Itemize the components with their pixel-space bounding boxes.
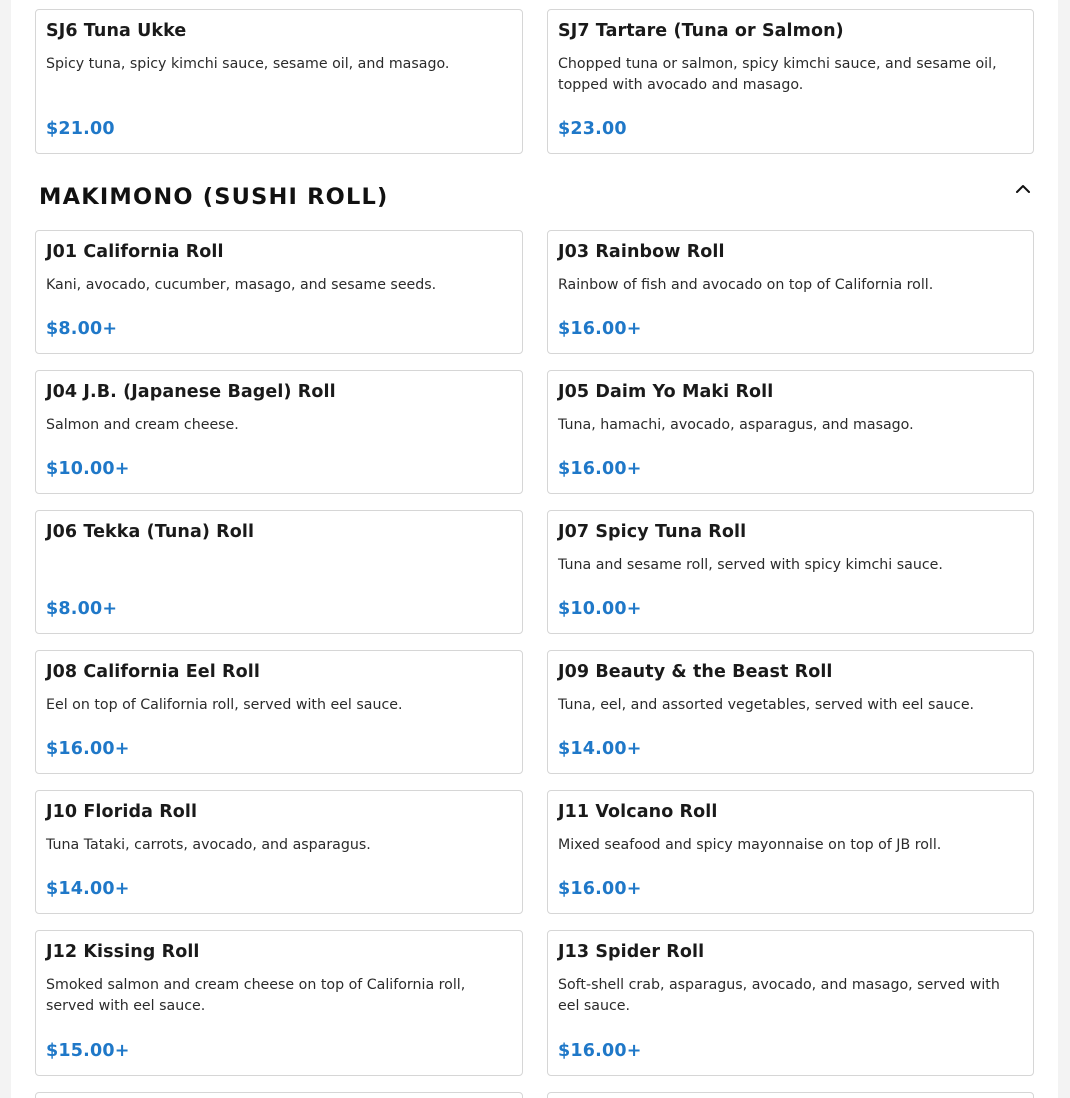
menu-item-card[interactable] (547, 370, 1034, 494)
menu-item-card[interactable] (547, 230, 1034, 354)
item-name: J04 J.B. (Japanese Bagel) Roll (46, 382, 336, 402)
menu-item-card[interactable] (547, 790, 1034, 914)
item-price: $14.00+ (46, 879, 130, 899)
menu-item-card[interactable] (35, 650, 523, 774)
item-name: J12 Kissing Roll (46, 942, 200, 962)
item-description: Smoked salmon and cream cheese on top of California roll, served with eel sauce. (46, 977, 466, 1014)
item-name: SJ6 Tuna Ukke (46, 21, 187, 41)
menu-item-card[interactable] (547, 1092, 1034, 1098)
item-price: $8.00+ (46, 319, 118, 339)
makimono-grid (35, 230, 1034, 1098)
item-price: $10.00+ (558, 599, 642, 619)
item-description: Spicy tuna, spicy kimchi sauce, sesame oil, and masago. (46, 56, 450, 72)
menu-page (11, 0, 1058, 1098)
item-price: $16.00+ (558, 879, 642, 899)
item-price: $15.00+ (46, 1041, 130, 1061)
menu-item-card[interactable] (35, 370, 523, 494)
section-title: MAKIMONO (SUSHI ROLL) (39, 184, 389, 210)
item-name: J03 Rainbow Roll (558, 242, 725, 262)
item-name: J13 Spider Roll (558, 942, 705, 962)
menu-item-card[interactable] (547, 9, 1034, 154)
item-name: J06 Tekka (Tuna) Roll (46, 522, 255, 542)
menu-item-card[interactable] (35, 790, 523, 914)
item-description: Tuna, hamachi, avocado, asparagus, and masago. (558, 417, 914, 433)
item-price: $8.00+ (46, 599, 118, 619)
item-price: $14.00+ (558, 739, 642, 759)
item-description: Tuna and sesame roll, served with spicy kimchi sauce. (558, 557, 943, 573)
item-name: J08 California Eel Roll (46, 662, 260, 682)
menu-item-card[interactable] (35, 1092, 523, 1098)
menu-item-card[interactable] (35, 9, 523, 154)
menu-item-card[interactable] (35, 510, 523, 634)
item-price: $23.00 (558, 119, 627, 139)
section-header[interactable] (35, 170, 1034, 220)
item-description: Kani, avocado, cucumber, masago, and sesame seeds. (46, 277, 437, 293)
menu-item-card[interactable] (547, 930, 1034, 1076)
item-name: SJ7 Tartare (Tuna or Salmon) (558, 21, 844, 41)
item-description: Chopped tuna or salmon, spicy kimchi sauce, and sesame oil, topped with avocado and masago. (558, 56, 997, 93)
menu-item-card[interactable] (547, 650, 1034, 774)
menu-item-card[interactable] (35, 930, 523, 1076)
item-description: Tuna Tataki, carrots, avocado, and asparagus. (46, 837, 371, 853)
item-price: $16.00+ (558, 1041, 642, 1061)
item-description: Soft-shell crab, asparagus, avocado, and masago, served with eel sauce. (558, 977, 1000, 1014)
item-name: J11 Volcano Roll (558, 802, 718, 822)
item-price: $16.00+ (558, 319, 642, 339)
item-price: $16.00+ (46, 739, 130, 759)
item-price: $16.00+ (558, 459, 642, 479)
item-name: J10 Florida Roll (46, 802, 198, 822)
item-name: J05 Daim Yo Maki Roll (558, 382, 774, 402)
item-price: $21.00 (46, 119, 115, 139)
item-description: Mixed seafood and spicy mayonnaise on top of JB roll. (558, 837, 942, 853)
item-name: J01 California Roll (46, 242, 224, 262)
item-name: J07 Spicy Tuna Roll (558, 522, 747, 542)
item-description: Salmon and cream cheese. (46, 417, 239, 433)
item-description: Tuna, eel, and assorted vegetables, served with eel sauce. (558, 697, 975, 713)
menu-item-card[interactable] (35, 230, 523, 354)
chevron-up-icon[interactable] (1012, 178, 1034, 200)
item-price: $10.00+ (46, 459, 130, 479)
item-name: J09 Beauty & the Beast Roll (558, 662, 833, 682)
item-description: Rainbow of fish and avocado on top of California roll. (558, 277, 934, 293)
previous-section-grid (35, 9, 1034, 154)
menu-item-card[interactable] (547, 510, 1034, 634)
item-description: Eel on top of California roll, served with eel sauce. (46, 697, 403, 713)
